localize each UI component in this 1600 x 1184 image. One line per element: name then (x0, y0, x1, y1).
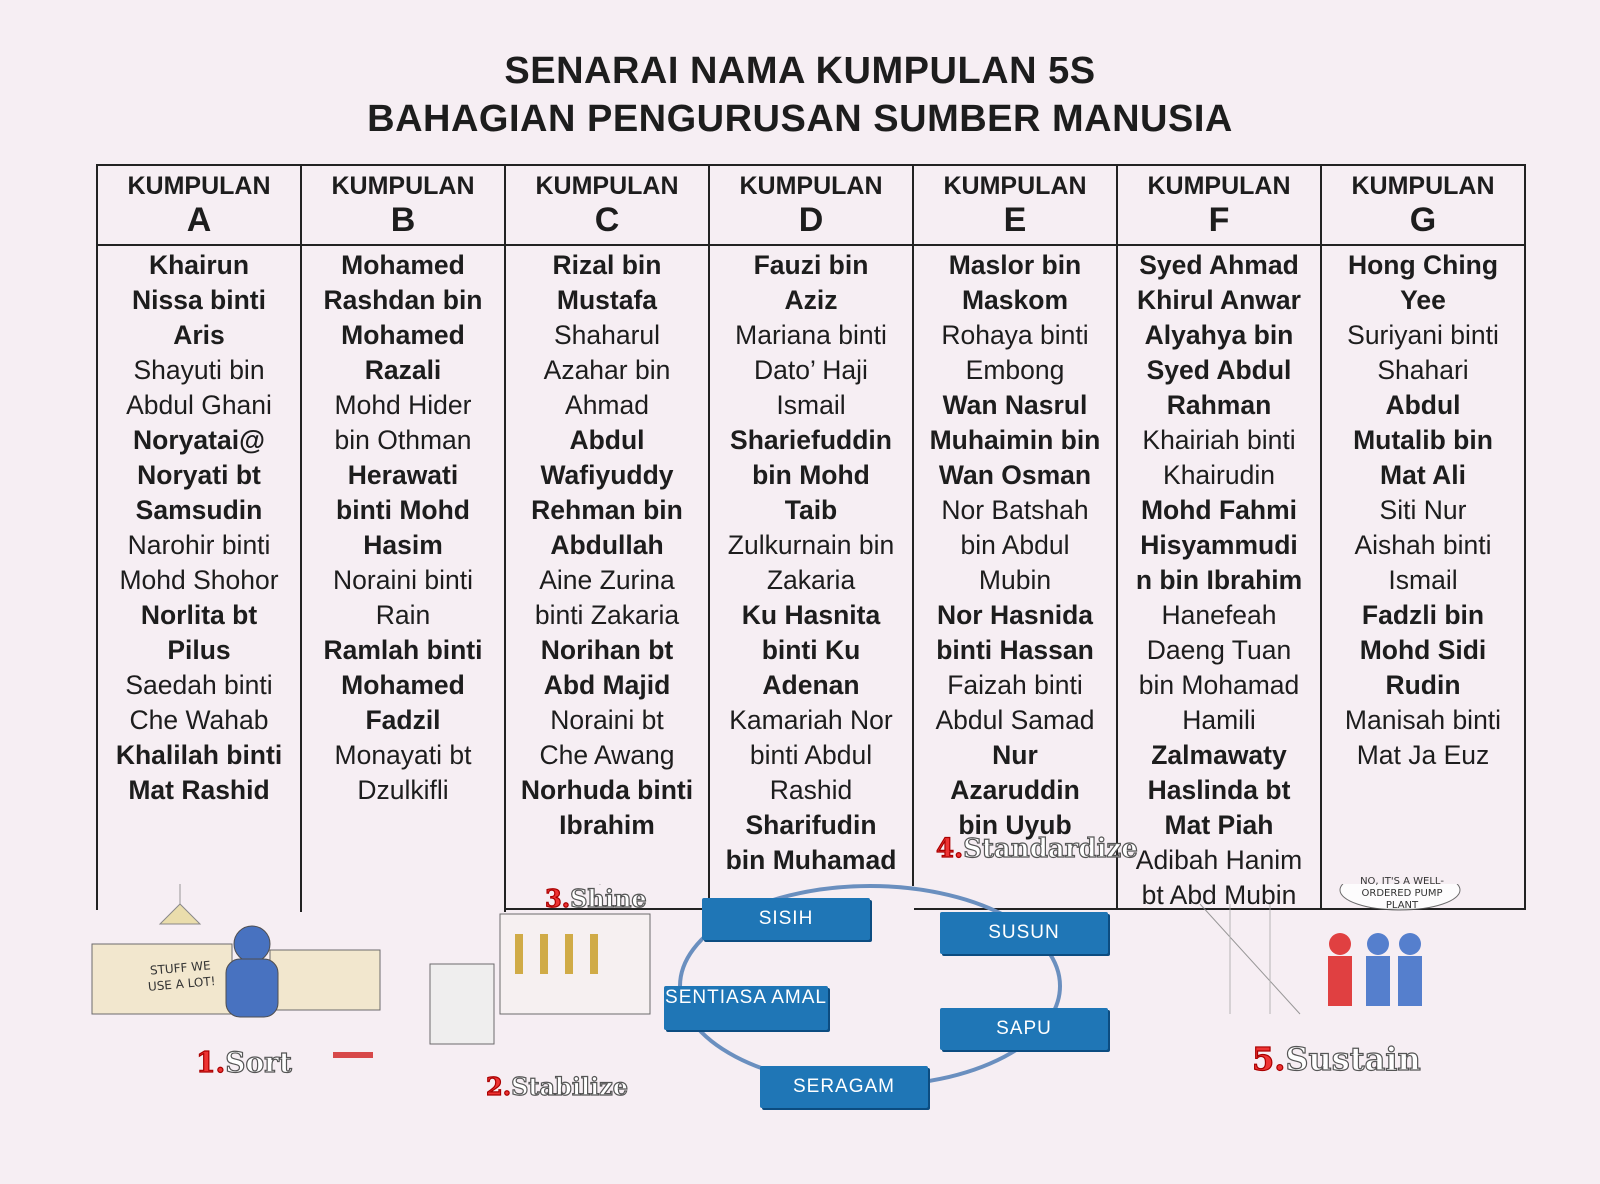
member-name-line: binti Mohd (336, 495, 470, 525)
caption-standardize: 4.Standardize (936, 834, 1138, 864)
member-name-line: Taib (784, 495, 838, 525)
member-list (98, 246, 300, 808)
member-name-line: Wan Osman (938, 460, 1092, 490)
group-header-label: KUMPULAN (943, 172, 1087, 200)
group-letter: C (594, 201, 620, 239)
member-name-line: Mariana binti (735, 320, 887, 350)
member-name-line: Syed Ahmad (1139, 250, 1299, 280)
caption-shine: 3.Shine (545, 884, 647, 913)
group-letter: A (186, 201, 212, 239)
member-name-line: Noraini binti (333, 565, 473, 595)
member-name-line: Azahar bin (543, 355, 671, 385)
member-name-line: Samsudin (135, 495, 263, 525)
member-name-line: Rohaya binti (941, 320, 1089, 350)
cycle-step-seragam: SERAGAM (760, 1066, 928, 1108)
member-name-line: Nor Hasnida (936, 600, 1094, 630)
group-column-a (98, 166, 302, 912)
member-name-line: Hasim (363, 530, 443, 560)
member-name-line: Razali (364, 355, 442, 385)
member-name-line: Ahmad (565, 390, 649, 420)
member-name-line: Ismail (776, 390, 846, 420)
member-name-line: Kamariah Nor (729, 705, 893, 735)
member-name-line: Fadzli bin (1361, 600, 1485, 630)
member-name-line: Shayuti bin (133, 355, 265, 385)
member-list (1118, 246, 1320, 913)
member-name-line: Wan Nasrul (942, 390, 1088, 420)
member-name-line: bt Abd Mubin (1141, 880, 1297, 910)
member-name-line: Che Wahab (129, 705, 269, 735)
member-name-line: Aishah binti (1354, 530, 1492, 560)
member-name-line: Syed Abdul (1146, 355, 1292, 385)
group-header (914, 166, 1116, 246)
member-name-line: binti Zakaria (534, 600, 680, 630)
member-name-line: Muhaimin bin (929, 425, 1101, 455)
member-name-line: Zulkurnain bin (727, 530, 895, 560)
member-name-line: Saedah binti (125, 670, 273, 700)
member-name-line: Mustafa (556, 285, 658, 315)
member-name-line: Norihan bt (540, 635, 674, 665)
member-name-line: Ku Hasnita (741, 600, 881, 630)
group-header-label: KUMPULAN (1351, 172, 1495, 200)
member-name-line: Shaharul (553, 320, 661, 350)
member-name-line: Haslinda bt (1147, 775, 1291, 805)
member-name-line: Khairiah binti (1142, 425, 1296, 455)
member-name-line: Rashid (769, 775, 853, 805)
member-name-line: Fadzil (365, 705, 441, 735)
member-name-line: binti Hassan (936, 635, 1094, 665)
member-name-line: Mubin (978, 565, 1052, 595)
member-name-line: Abd Majid (543, 670, 671, 700)
group-header-label: KUMPULAN (535, 172, 679, 200)
cartoon-box-text: STUFF WE USE A LOT! (147, 958, 217, 994)
group-header (1322, 166, 1524, 246)
member-name-line: Mohd Shohor (119, 565, 279, 595)
member-name-line: Shariefuddin (730, 425, 892, 455)
group-column-f (1118, 166, 1322, 910)
group-column-e (914, 166, 1118, 910)
group-column-g (1322, 166, 1524, 910)
group-header-label: KUMPULAN (1147, 172, 1291, 200)
cycle-step-susun: SUSUN (940, 912, 1108, 954)
group-table (96, 164, 1526, 910)
member-name-line: Zalmawaty (1151, 740, 1287, 770)
member-name-line: Rain (375, 600, 431, 630)
member-name-line: Nissa binti (131, 285, 266, 315)
member-name-line: Nur (992, 740, 1038, 770)
group-header (98, 166, 300, 246)
member-name-line: Mutalib bin (1353, 425, 1493, 455)
member-name-line: Ramlah binti (323, 635, 483, 665)
caption-sort: 1.Sort (196, 1046, 292, 1079)
group-header (506, 166, 708, 246)
member-name-line: Aine Zurina (539, 565, 675, 595)
member-name-line: Yee (1400, 285, 1446, 315)
member-name-line: Herawati (347, 460, 459, 490)
member-name-line: Ismail (1388, 565, 1458, 595)
stabilize-cartoon-icon (333, 914, 650, 1058)
speech-bubble-text: NO, IT'S A WELL-ORDERED PUMP PLANT (1360, 876, 1444, 911)
member-name-line: Hamili (1182, 705, 1256, 735)
member-name-line: Adenan (762, 670, 860, 700)
group-column-c (506, 166, 710, 910)
member-name-line: Pilus (167, 635, 231, 665)
member-name-line: Manisah binti (1344, 705, 1502, 735)
member-name-line: Abdul Ghani (126, 390, 272, 420)
member-name-line: Adibah Hanim (1135, 845, 1303, 875)
cycle-step-sentiasa-amal: SENTIASA AMAL (664, 986, 828, 1030)
member-name-line: bin Mohamad (1138, 670, 1300, 700)
member-name-line: Alyahya bin (1144, 320, 1294, 350)
member-name-line: Khairun (148, 250, 250, 280)
member-name-line: Mohd Sidi (1359, 635, 1487, 665)
member-name-line: Mohamed (341, 670, 465, 700)
group-header (710, 166, 912, 246)
member-name-line: Embong (965, 355, 1065, 385)
member-name-line: Maslor bin (948, 250, 1082, 280)
member-name-line: Abdul Samad (935, 705, 1095, 735)
member-name-line: Shahari (1377, 355, 1469, 385)
caption-stabilize: 2.Stabilize (486, 1072, 629, 1101)
member-name-line: Mohd Hider (334, 390, 472, 420)
member-name-line: Khairudin (1163, 460, 1275, 490)
group-header-label: KUMPULAN (127, 172, 271, 200)
member-name-line: Mat Rashid (128, 775, 270, 805)
member-name-line: Hong Ching (1347, 250, 1499, 280)
member-name-line: binti Ku (761, 635, 861, 665)
group-letter: G (1409, 201, 1437, 239)
member-name-line: Nor Batshah (941, 495, 1089, 525)
member-name-line: Khalilah binti (115, 740, 283, 770)
member-name-line: Rahman (1166, 390, 1272, 420)
sort-cartoon-icon (92, 884, 380, 1017)
member-name-line: Aris (173, 320, 225, 350)
member-name-line: bin Uyub (958, 810, 1072, 840)
member-name-line: Mohd Fahmi (1140, 495, 1298, 525)
member-name-line: Hisyammudi (1140, 530, 1298, 560)
member-name-line: Rehman bin (531, 495, 683, 525)
member-name-line: bin Abdul (960, 530, 1070, 560)
member-name-line: Faizah binti (947, 670, 1083, 700)
member-name-line: Dzulkifli (357, 775, 449, 805)
member-name-line: Mat Ja Euz (1356, 740, 1490, 770)
member-list (1322, 246, 1524, 773)
group-letter: B (390, 201, 416, 239)
group-header-label: KUMPULAN (331, 172, 475, 200)
group-header-label: KUMPULAN (739, 172, 883, 200)
member-name-line: Zakaria (766, 565, 856, 595)
member-name-line: Daeng Tuan (1146, 635, 1292, 665)
member-name-line: Noraini bt (550, 705, 664, 735)
title-line-1: SENARAI NAMA KUMPULAN 5S (504, 50, 1096, 92)
member-name-line: Rizal bin (552, 250, 662, 280)
member-name-line: Mat Piah (1164, 810, 1274, 840)
member-list (302, 246, 504, 808)
member-name-line: bin Muhamad (725, 845, 897, 875)
member-name-line: Siti Nur (1379, 495, 1467, 525)
group-header (302, 166, 504, 246)
member-name-line: bin Othman (334, 425, 472, 455)
member-name-line: Noryatai@ (133, 425, 265, 455)
member-name-line: Hanefeah (1161, 600, 1277, 630)
member-list (710, 246, 912, 878)
member-name-line: Rudin (1385, 670, 1461, 700)
member-name-line: Suriyani binti (1347, 320, 1499, 350)
cycle-step-sapu: SAPU (940, 1008, 1108, 1050)
member-name-line: Monayati bt (334, 740, 472, 770)
group-column-d (710, 166, 914, 886)
group-header (1118, 166, 1320, 246)
cycle-step-sisih: SISIH (702, 898, 870, 940)
group-letter: D (798, 201, 824, 239)
member-name-line: Noryati bt (137, 460, 261, 490)
member-name-line: Wafiyuddy (540, 460, 674, 490)
member-name-line: Norhuda binti (520, 775, 694, 805)
member-name-line: Ibrahim (559, 810, 655, 840)
member-name-line: Abdullah (550, 530, 664, 560)
group-column-b (302, 166, 506, 912)
member-name-line: Norlita bt (140, 600, 258, 630)
group-letter: F (1208, 201, 1230, 239)
member-name-line: Che Awang (539, 740, 675, 770)
member-name-line: n bin Ibrahim (1135, 565, 1303, 595)
member-name-line: Maskom (961, 285, 1069, 315)
member-name-line: Abdul (569, 425, 645, 455)
member-name-line: Mohamed (341, 250, 465, 280)
member-name-line: Azaruddin (950, 775, 1080, 805)
caption-sustain: 5.Sustain (1252, 1040, 1421, 1078)
member-name-line: Mohamed (341, 320, 465, 350)
member-name-line: binti Abdul (749, 740, 873, 770)
member-name-line: Aziz (784, 285, 838, 315)
member-name-line: Khirul Anwar (1137, 285, 1301, 315)
member-name-line: Fauzi bin (753, 250, 869, 280)
group-letter: E (1003, 201, 1027, 239)
member-name-line: bin Mohd (752, 460, 870, 490)
member-name-line: Dato’ Haji (754, 355, 868, 385)
member-name-line: Abdul (1385, 390, 1461, 420)
member-name-line: Sharifudin (745, 810, 877, 840)
member-list (914, 246, 1116, 843)
member-name-line: Narohir binti (127, 530, 271, 560)
member-list (506, 246, 708, 843)
title-line-2: BAHAGIAN PENGURUSAN SUMBER MANUSIA (367, 98, 1233, 140)
member-name-line: Rashdan bin (323, 285, 483, 315)
member-name-line: Mat Ali (1380, 460, 1466, 490)
